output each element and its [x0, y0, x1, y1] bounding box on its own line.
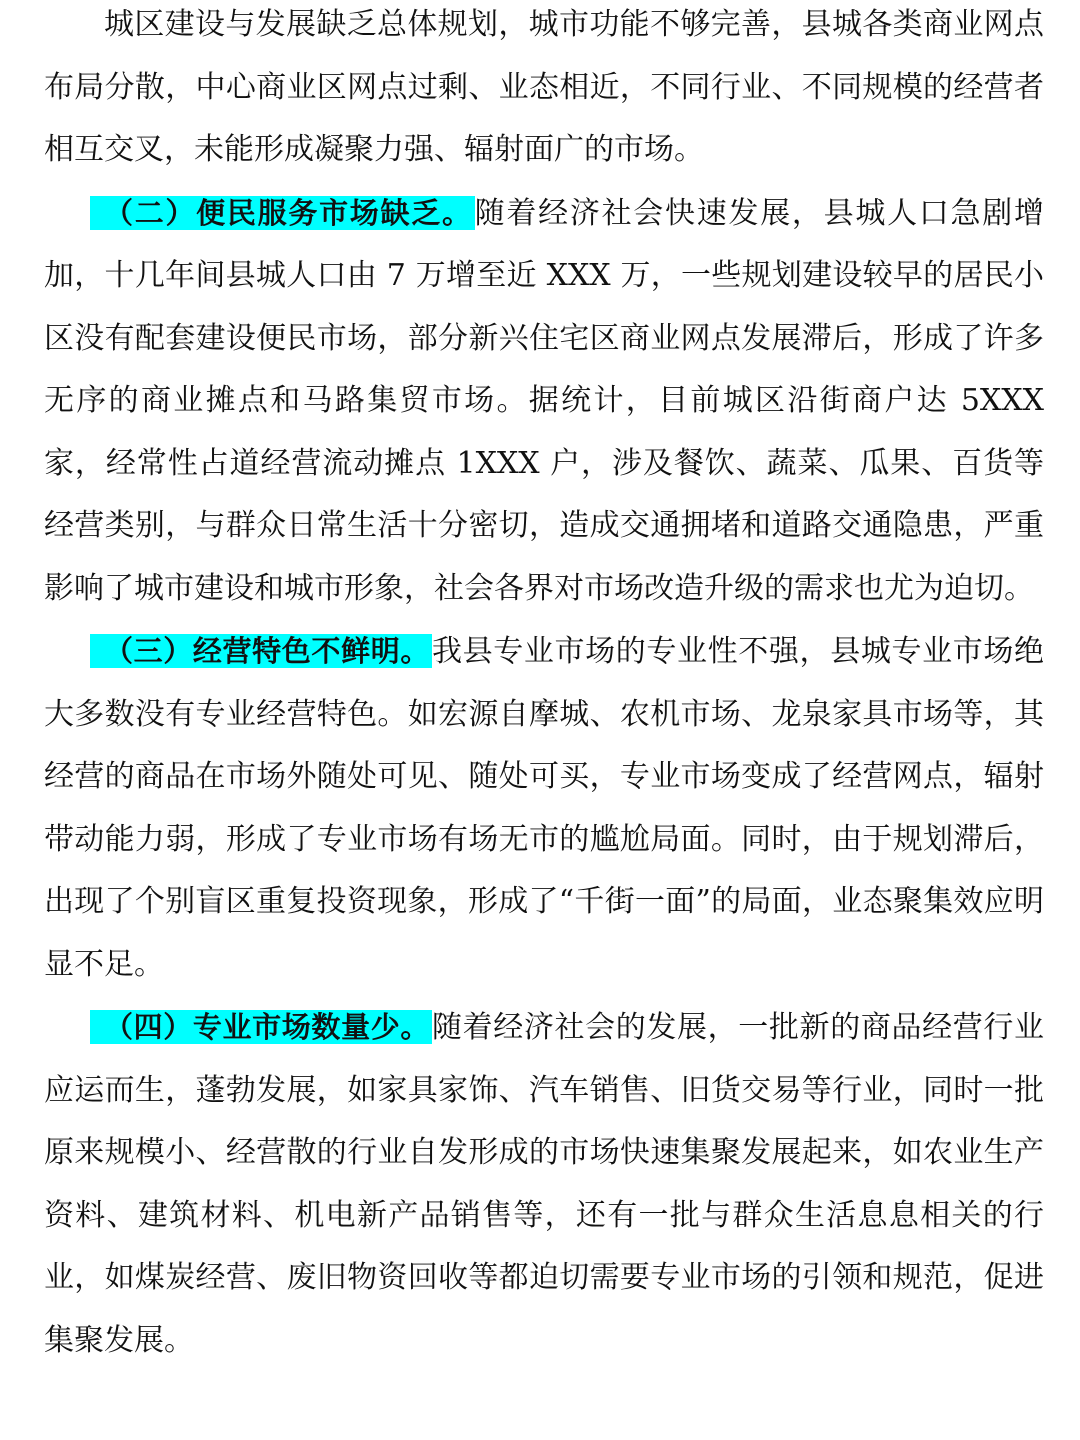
paragraph-3 — [44, 620, 1044, 996]
paragraph-1 — [44, 0, 1044, 182]
section-heading-4: （四）专业市场数量少。 — [90, 1010, 432, 1044]
section-heading-3: （三）经营特色不鲜明。 — [90, 634, 432, 668]
paragraph-1-text: 城区建设与发展缺乏总体规划，城市功能不够完善，县城各类商业网点布局分散，中心商业区网点过剩、业态相近，不同行业、不同规模的经营者相互交叉，未能形成凝聚力强、辐射面广的市场。 — [44, 7, 1044, 167]
paragraph-4-text: 随着经济社会的发展，一批新的商品经营行业应运而生，蓬勃发展，如家具家饰、汽车销售、旧货交易等行业，同时一批原来规模小、经营散的行业自发形成的市场快速集聚发展起来，如农业生产资料、建筑材料、机电新产品销售等，还有一批与群众生活息息相关的行业，如煤炭经营、废旧物资回收等都迫切需要专业市场的引领和规范，促进集聚发展。 — [44, 1010, 1044, 1358]
paragraph-2 — [44, 182, 1044, 621]
paragraph-3-text: 我县专业市场的专业性不强，县城专业市场绝大多数没有专业经营特色。如宏源自摩城、农机市场、龙泉家具市场等，其经营的商品在市场外随处可见、随处可买，专业市场变成了经营网点，辐射带动能力弱，形成了专业市场有场无市的尴尬局面。同时，由于规划滞后，出现了个别盲区重复投资现象，形成了“千街一面”的局面，业态聚集效应明显不足。 — [44, 634, 1044, 982]
paragraph-4 — [44, 996, 1044, 1372]
paragraph-2-text: 随着经济社会快速发展，县城人口急剧增加，十几年间县城人口由 7 万增至近 XXX 万，一些规划建设较早的居民小区没有配套建设便民市场，部分新兴住宅区商业网点发展滞后，形成了许多无序的商业摊点和马路集贸市场。据统计，目前城区沿街商户达 5XXX 家，经常性占道经营流动摊点 1XXX 户，涉及餐饮、蔬菜、瓜果、百货等经营类别，与群众日常生活十分密切，造成交通拥堵和道路交通隐患，严重影响了城市建设和城市形象，社会各界对市场改造升级的需求也尤为迫切。 — [44, 195, 1044, 606]
section-heading-2: （二）便民服务市场缺乏。 — [90, 196, 475, 230]
